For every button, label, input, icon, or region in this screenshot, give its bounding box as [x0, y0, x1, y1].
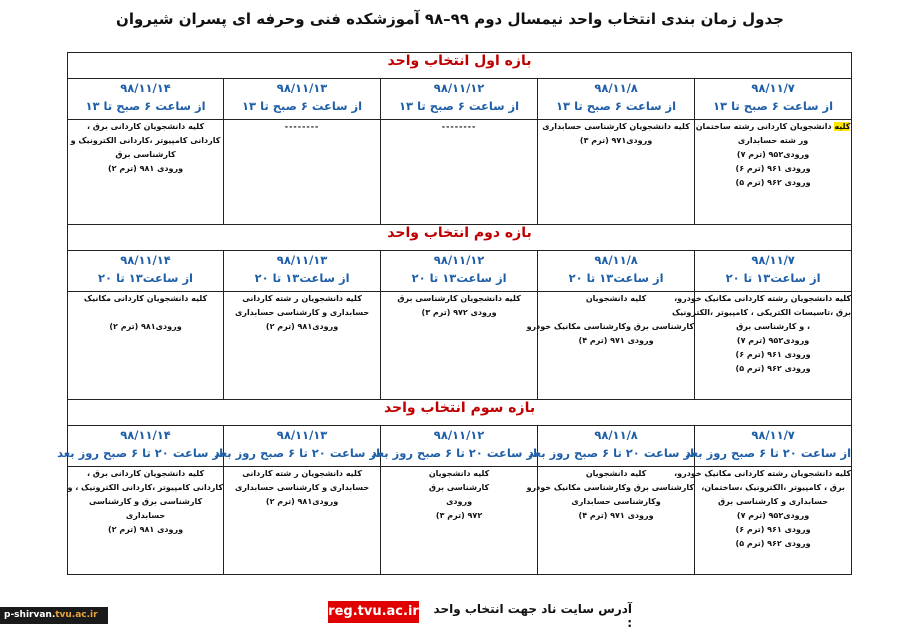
date-cell [381, 251, 538, 292]
content-cell [674, 467, 852, 575]
content-row [68, 292, 852, 400]
content-line: کلیه دانشجویان کاردانی برق ، [86, 469, 205, 478]
date-text: ۹۸/۱۱/۸ [594, 428, 638, 442]
date-cell [214, 426, 381, 467]
content-cell [538, 120, 695, 225]
date-cell [695, 79, 852, 120]
content-line: کلیه دانشجویان کاردانی مکانیک [83, 294, 208, 303]
date-text: ۹۸/۱۱/۱۲ [433, 81, 485, 95]
content-cell [224, 292, 381, 400]
time-text: از ساعت ۲۰ تا ۶ صبح روز بعد [57, 446, 224, 460]
content-cell [381, 120, 538, 225]
content-cell [671, 292, 852, 400]
time-text: از ساعت ۶ صبح تا ۱۳ [713, 99, 834, 113]
time-text: از ساعت ۶ صبح تا ۱۳ [556, 99, 677, 113]
date-cell [68, 251, 224, 292]
date-row [68, 426, 852, 467]
content-line: کلیه دانشجویان کاردانی رشته ساختمان [695, 122, 851, 131]
content-line: ورودی ۹۷۲ (ترم ۳) [421, 308, 497, 317]
date-cell [381, 79, 538, 120]
date-cell [538, 251, 695, 292]
content-line: حسابداری [125, 511, 166, 520]
content-line: ورودی ۹۸۱ (ترم ۲) [108, 164, 184, 173]
content-line [538, 306, 694, 320]
content-line: کلیه دانشجویان کارشناسی برق [397, 294, 521, 303]
date-text: ۹۸/۱۱/۱۴ [120, 428, 171, 442]
content-line: کارشناسی برق [115, 150, 176, 159]
content-line: ورودی ۹۶۲ (ترم ۵) [735, 539, 811, 548]
date-text: ۹۸/۱۱/۱۴ [120, 81, 171, 95]
content-cell [68, 120, 224, 225]
content-line: برق ،تاسیسات الکتریکی ، کامپیوتر ،الکترونیک [671, 308, 852, 317]
logo-accent: tvu.ac.ir [55, 610, 98, 620]
logo-prefix: p-shirvan. [4, 610, 56, 620]
date-cell [528, 426, 695, 467]
date-cell [57, 426, 224, 467]
content-cell [68, 292, 224, 400]
footer-label: آدرس سایت ناد جهت انتخاب واحد : [433, 602, 632, 630]
content-cell [381, 467, 538, 575]
time-text: از ساعت۱۳ تا ۲۰ [725, 271, 821, 285]
content-line: کارشناسی برق [428, 483, 490, 492]
content-line: ورودی۹۸۱ (ترم ۲) [265, 322, 339, 331]
section-heading: بازه دوم انتخاب واحد [68, 225, 852, 251]
content-line: کاردانی کامپیوتر ،کاردانی الکترونیک و [70, 136, 221, 145]
time-text: از ساعت ۲۰ تا ۶ صبح روز بعد [528, 446, 695, 460]
date-cell [371, 426, 538, 467]
content-cell [695, 120, 852, 225]
section-header-row [68, 225, 852, 251]
content-row [68, 467, 852, 575]
time-text: از ساعت۱۳ تا ۲۰ [411, 271, 507, 285]
section-header-row [68, 400, 852, 426]
content-line: کلیه دانشجویان کارشناسی حسابداری [542, 122, 690, 131]
content-line: حسابداری و کارشناسی برق [718, 497, 829, 506]
content-line: ورودی ۹۷۱ (ترم ۴) [578, 511, 654, 520]
content-cell [68, 467, 224, 575]
section-header-row [68, 53, 852, 79]
date-cell [695, 251, 852, 292]
content-line: حسابداری و کارشناسی حسابداری [235, 483, 370, 492]
date-text: ۹۸/۱۱/۱۲ [433, 428, 485, 442]
content-line: کلیه دانشجویان رشته کاردانی مکانیک خودرو، [674, 469, 852, 478]
time-text: از ساعت ۶ صبح تا ۱۳ [242, 99, 363, 113]
date-row [68, 251, 852, 292]
content-line: وکارشناسی حسابداری [571, 497, 661, 506]
content-line: برق ، کامپیوتر ،الکترونیک ،ساختمان، [701, 483, 845, 492]
content-line: کلیه دانشجویان ر شته کاردانی [242, 469, 362, 478]
content-line: کارشناسی برق وکارشناسی مکانیک خودرو [526, 322, 695, 331]
content-line: ورودی ۹۷۱ (ترم ۴) [578, 336, 654, 345]
content-line: کلیه دانشجویان ر شته کاردانی [242, 294, 362, 303]
content-line: ورودی ۹۶۲ (ترم ۵) [735, 364, 811, 373]
content-line: کلیه دانشجویان [585, 294, 647, 303]
content-line: ورودی۹۷۱ (ترم ۳) [579, 136, 653, 145]
date-text: ۹۸/۱۱/۱۲ [433, 253, 485, 267]
content-line: ور شته حسابداری [737, 136, 809, 145]
site-logo [0, 607, 108, 624]
time-text: از ساعت۱۳ تا ۲۰ [98, 271, 194, 285]
date-cell [224, 251, 381, 292]
section-heading: بازه سوم انتخاب واحد [68, 400, 852, 426]
date-text: ۹۸/۱۱/۱۳ [276, 428, 328, 442]
date-text: ۹۸/۱۱/۸ [594, 81, 638, 95]
date-row [68, 79, 852, 120]
content-line: کاردانی کامپیوتر ،کاردانی الکترونیک ، و [67, 483, 224, 492]
date-text: ۹۸/۱۱/۱۳ [276, 253, 328, 267]
content-line: ورودی ۹۶۲ (ترم ۵) [735, 178, 811, 187]
date-cell [685, 426, 852, 467]
time-text: از ساعت ۲۰ تا ۶ صبح روز بعد [214, 446, 381, 460]
time-text: از ساعت ۶ صبح تا ۱۳ [399, 99, 520, 113]
content-cell [224, 120, 381, 225]
page-title: جدول زمان بندی انتخاب واحد نیمسال دوم ۹۹–۹۸ آموزشکده فنی وحرفه ای پسران شیروان [116, 10, 784, 28]
date-text: ۹۸/۱۱/۷ [751, 428, 795, 442]
content-line: کارشناسی برق وکارشناسی مکانیک خودرو [526, 483, 695, 492]
content-row [68, 120, 852, 225]
content-cell [526, 467, 695, 575]
date-text: ۹۸/۱۱/۱۳ [276, 81, 328, 95]
content-line: کلیه دانشجویان [585, 469, 647, 478]
content-cell [224, 467, 381, 575]
highlighted-word: کلیه [834, 122, 851, 131]
registration-url-link[interactable]: reg.tvu.ac.ir [328, 601, 419, 623]
time-text: از ساعت ۶ صبح تا ۱۳ [85, 99, 206, 113]
content-line: حسابداری و کارشناسی حسابداری [235, 308, 370, 317]
section-heading: بازه اول انتخاب واحد [68, 53, 852, 79]
content-line: کلیه دانشجویان [428, 469, 490, 478]
date-cell [224, 79, 381, 120]
content-line: ۹۷۲ (ترم ۳) [435, 511, 483, 520]
schedule-table [57, 52, 852, 575]
content-line: ، و کارشناسی برق [736, 322, 810, 331]
date-text: ۹۸/۱۱/۷ [751, 81, 795, 95]
content-line: ورودی ۹۶۱ (ترم ۶) [735, 350, 811, 359]
time-text: از ساعت۱۳ تا ۲۰ [254, 271, 350, 285]
content-line: کلیه دانشجویان رشته کاردانی مکانیک خودرو، [674, 294, 852, 303]
date-text: ۹۸/۱۱/۸ [594, 253, 638, 267]
content-line: ورودی۹۵۲ (ترم ۷) [736, 511, 810, 520]
content-line: کارشناسی برق و کارشناسی [88, 497, 203, 506]
content-line: ورودی ۹۶۱ (ترم ۶) [735, 525, 811, 534]
content-line: ورودی۹۸۱ (ترم ۲) [265, 497, 339, 506]
time-text: از ساعت۱۳ تا ۲۰ [568, 271, 664, 285]
date-text: ۹۸/۱۱/۱۴ [120, 253, 171, 267]
content-line: ورودی ۹۸۱ (ترم ۲) [108, 525, 184, 534]
content-line: کلیه دانشجویان کاردانی برق ، [86, 122, 205, 131]
content-line: ورودی۹۵۲ (ترم ۷) [736, 336, 810, 345]
time-text: از ساعت ۲۰ تا ۶ صبح روز بعد [371, 446, 538, 460]
empty-dash: -------- [284, 122, 320, 131]
content-line: ورودی۹۸۱ (ترم ۲) [109, 322, 182, 331]
date-cell [68, 79, 224, 120]
content-line: ورودی [446, 497, 473, 506]
content-line: ورودی ۹۶۱ (ترم ۶) [735, 164, 811, 173]
empty-dash: -------- [441, 122, 477, 131]
date-text: ۹۸/۱۱/۷ [751, 253, 795, 267]
content-cell [381, 292, 538, 400]
time-text: از ساعت ۲۰ تا ۶ صبح روز بعد [685, 446, 852, 460]
content-line [68, 306, 223, 320]
date-cell [538, 79, 695, 120]
content-line: ورودی۹۵۲ (ترم ۷) [736, 150, 810, 159]
